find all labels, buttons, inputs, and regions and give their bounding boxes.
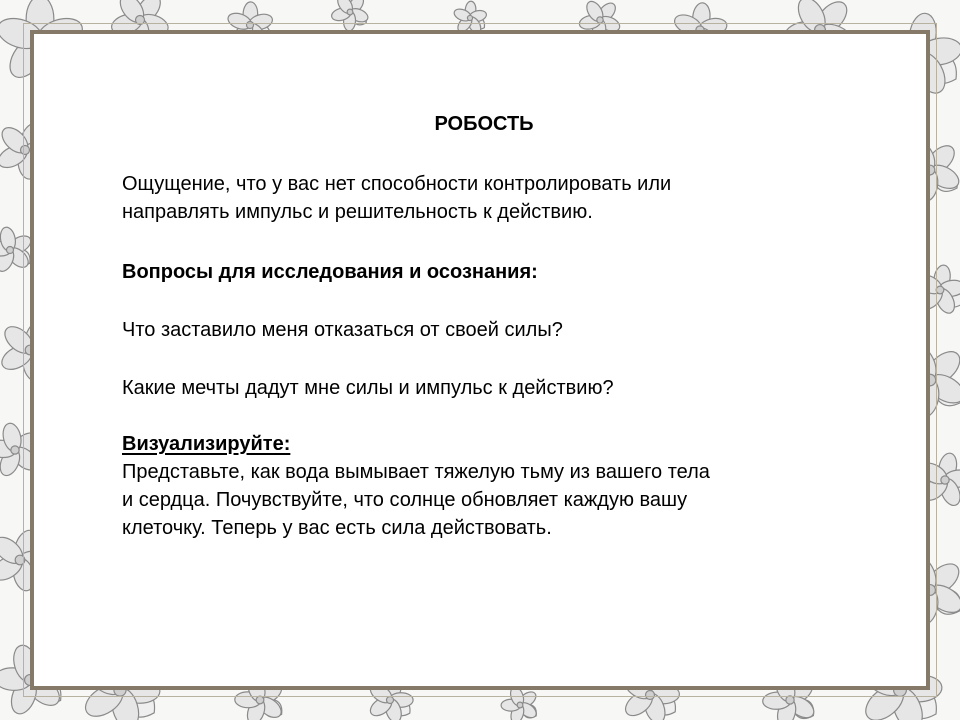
definition-line: направлять импульс и решительность к действию. [122, 201, 593, 223]
definition-text [122, 170, 671, 226]
page-title: РОБОСТЬ [434, 113, 534, 135]
visualize-line: клеточку. Теперь у вас есть сила действовать. [122, 517, 552, 539]
definition-line: Ощущение, что у вас нет способности контролировать или [122, 173, 672, 195]
flower-icon [330, 0, 370, 31]
visualize-line: Представьте, как вода вымывает тяжелую тьму из вашего тела [122, 461, 710, 483]
flower-icon [501, 685, 539, 720]
flower-icon [0, 226, 34, 274]
visualize-line: и сердца. Почувствуйте, что солнце обновляет каждую вашу [122, 489, 688, 511]
question-2: Какие мечты дадут мне силы и импульс к действию? [122, 377, 614, 399]
content-card [30, 30, 930, 690]
visualize-heading: Визуализируйте: [122, 433, 291, 455]
questions-heading: Вопросы для исследования и осознания: [122, 261, 538, 283]
visualize-text [122, 458, 710, 542]
question-1: Что заставило меня отказаться от своей силы? [122, 319, 563, 341]
